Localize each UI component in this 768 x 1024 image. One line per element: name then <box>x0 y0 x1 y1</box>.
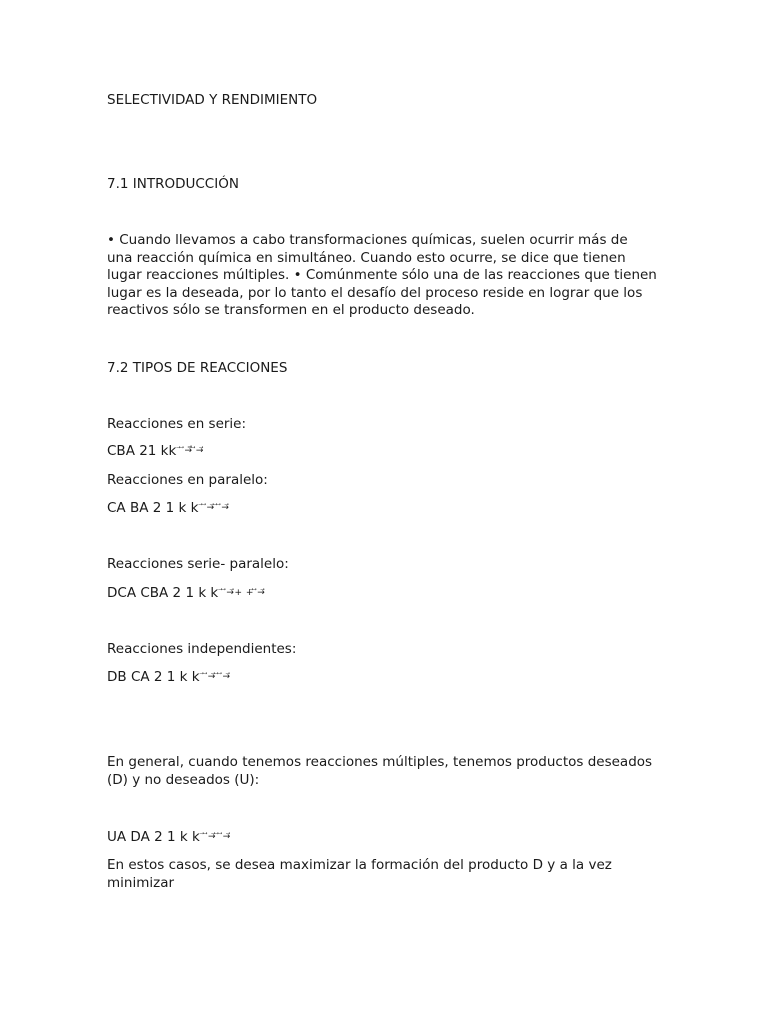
equation-glyphs: ⃗ ⃗→⃗ ⃗ ⃗→⃗ <box>202 503 230 513</box>
reaction-label-serie: Reacciones en serie: <box>107 416 247 432</box>
equation-text: DCA CBA 2 1 k k <box>107 585 219 601</box>
equation-glyphs: ⃗ ⃗→⃗ ⃗ ⃗→⃗ <box>204 832 231 842</box>
reaction-equation-paralelo <box>107 500 229 517</box>
general-paragraph: En general, cuando tenemos reacciones múltiples, tenemos productos deseados (D) y no deseados (U): <box>107 754 653 788</box>
reaction-label-serie-paralelo: Reacciones serie- paralelo: <box>107 556 289 572</box>
reaction-equation-serie-paralelo <box>107 585 265 602</box>
reaction-label-paralelo: Reacciones en paralelo: <box>107 472 268 488</box>
closing-paragraph: En estos casos, se desea maximizar la formación del producto D y a la vez minimizar <box>107 857 612 891</box>
document-title: SELECTIVIDAD Y RENDIMIENTO <box>107 92 318 108</box>
section-heading-tipos: 7.2 TIPOS DE REACCIONES <box>107 360 288 376</box>
equation-glyphs: ⃗ ⃗→⃗ ⃗ ⃗→⃗ <box>203 672 231 682</box>
equation-text: CBA 21 kk <box>107 443 177 459</box>
equation-glyphs: ⃗ ⃗→⃗+ +⃗ ⃗→⃗ <box>222 588 266 598</box>
reaction-label-independientes: Reacciones independientes: <box>107 641 297 657</box>
intro-paragraph: • Cuando llevamos a cabo transformaciones químicas, suelen ocurrir más de una reacción química en simultáneo. Cuando esto ocurre, se dice que tienen lugar reacciones múltiples. • Comúnmente sólo una de las reacciones que tienen lugar es la deseada, por lo tanto el desafío del proceso reside en lograr que los reactivos sólo se transformen en el producto deseado. <box>107 232 657 318</box>
equation-text: CA BA 2 1 k k <box>107 500 199 516</box>
equation-text: DB CA 2 1 k k <box>107 669 200 685</box>
reaction-equation-independientes <box>107 669 231 686</box>
reaction-equation-serie <box>107 443 204 460</box>
equation-glyphs: ⃗ ⃗→⃗⃗ ⃗→⃗ <box>180 446 204 456</box>
equation-text: UA DA 2 1 k k <box>107 829 200 845</box>
section-heading-introduccion: 7.1 INTRODUCCIÓN <box>107 176 239 192</box>
general-equation <box>107 829 231 846</box>
